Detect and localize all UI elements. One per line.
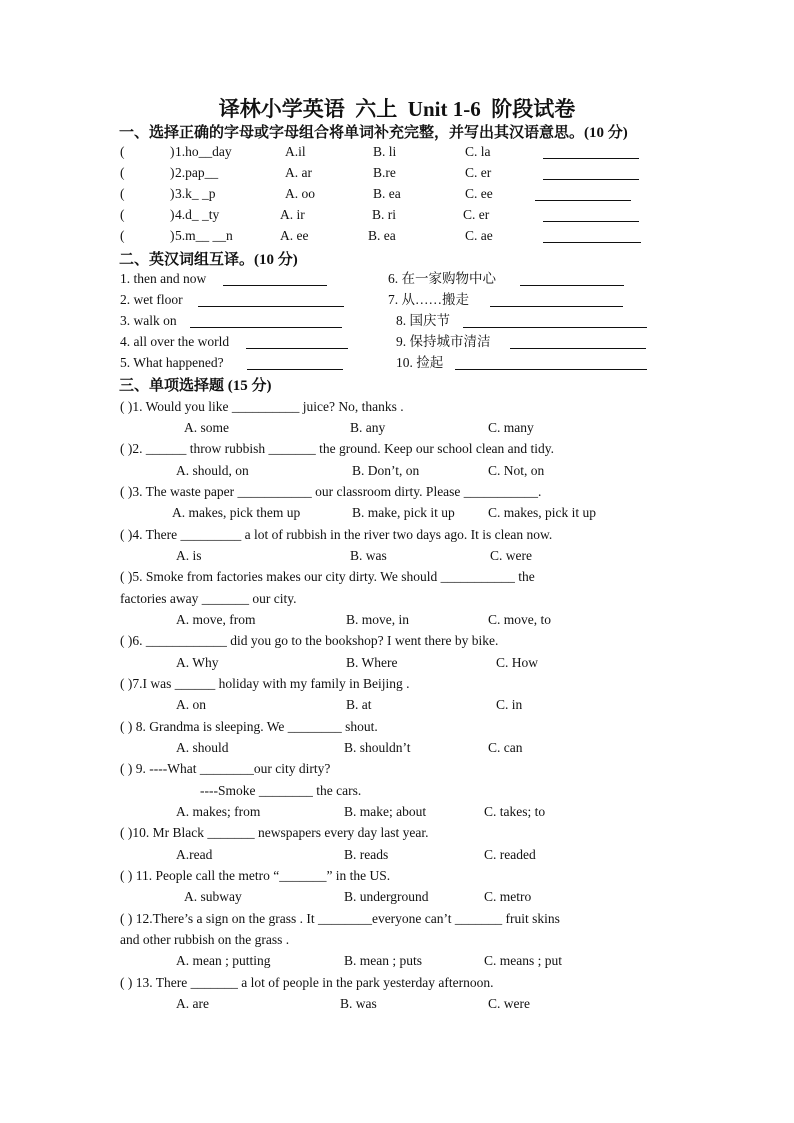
q3-option-c[interactable]: C. makes, pick it up bbox=[488, 505, 596, 520]
option-c: C. la bbox=[465, 144, 491, 159]
phrase: 4. all over the world bbox=[120, 334, 230, 349]
q5-option-a[interactable]: A. move, from bbox=[176, 612, 256, 627]
phrase: 9. 保持城市清洁 bbox=[396, 334, 491, 349]
q9-option-b[interactable]: B. make; about bbox=[344, 804, 427, 819]
q10-option-b[interactable]: B. reads bbox=[344, 847, 389, 862]
q13-option-b[interactable]: B. was bbox=[340, 996, 377, 1011]
q1-option-c[interactable]: C. many bbox=[488, 420, 534, 435]
option-b: B. ea bbox=[373, 186, 401, 201]
q5-option-c[interactable]: C. move, to bbox=[488, 612, 551, 627]
q13-option-c[interactable]: C. were bbox=[488, 996, 530, 1011]
q3-option-a[interactable]: A. makes, pick them up bbox=[172, 505, 301, 520]
option-a: A. ee bbox=[280, 228, 309, 243]
word: 2.pap__ bbox=[175, 165, 219, 180]
q4-option-a[interactable]: A. is bbox=[176, 548, 202, 563]
q11-option-b[interactable]: B. underground bbox=[344, 889, 429, 904]
answer-blank[interactable] bbox=[510, 334, 646, 349]
answer-blank[interactable] bbox=[455, 355, 647, 370]
answer-blank[interactable] bbox=[543, 144, 639, 159]
question-2: ( )2. ______ throw rubbish _______ the ground. Keep our school clean and tidy. bbox=[120, 441, 555, 456]
q12-option-a[interactable]: A. mean ; putting bbox=[176, 953, 271, 968]
paren-close: ) bbox=[170, 228, 175, 243]
answer-blank[interactable] bbox=[490, 292, 623, 307]
option-a: A. oo bbox=[285, 186, 315, 201]
phrase: 7. 从……搬走 bbox=[388, 292, 469, 307]
phrase: 1. then and now bbox=[120, 271, 207, 286]
paren-open: ( bbox=[120, 144, 125, 159]
q5-option-b[interactable]: B. move, in bbox=[346, 612, 409, 627]
q7-option-b[interactable]: B. at bbox=[346, 697, 372, 712]
word: 3.k_ _p bbox=[175, 186, 216, 201]
answer-blank[interactable] bbox=[247, 355, 343, 370]
answer-blank[interactable] bbox=[535, 186, 631, 201]
q8-option-c[interactable]: C. can bbox=[488, 740, 523, 755]
answer-blank[interactable] bbox=[463, 313, 647, 328]
option-c: C. er bbox=[465, 165, 492, 180]
q2-option-b[interactable]: B. Don’t, on bbox=[352, 463, 420, 478]
question-4: ( )4. There _________ a lot of rubbish in the river two days ago. It is clean now. bbox=[120, 527, 553, 542]
section-2-heading: 二、英汉词组互译。(10 分) bbox=[119, 252, 298, 268]
question-7: ( )7.I was ______ holiday with my family in Beijing . bbox=[120, 676, 410, 691]
paren-close: ) bbox=[170, 144, 175, 159]
question-10: ( )10. Mr Black _______ newspapers every day last year. bbox=[120, 825, 429, 840]
q9-option-a[interactable]: A. makes; from bbox=[176, 804, 261, 819]
option-c: C. er bbox=[463, 207, 490, 222]
answer-blank[interactable] bbox=[190, 313, 342, 328]
paren-open: ( bbox=[120, 228, 125, 243]
option-a: A.il bbox=[285, 144, 306, 159]
word: 1.ho__day bbox=[175, 144, 232, 159]
q1-option-a[interactable]: A. some bbox=[184, 420, 229, 435]
q10-option-c[interactable]: C. readed bbox=[484, 847, 536, 862]
question-13: ( ) 13. There _______ a lot of people in the park yesterday afternoon. bbox=[120, 975, 494, 990]
q6-option-b[interactable]: B. Where bbox=[346, 655, 398, 670]
question-5-line-2: factories away _______ our city. bbox=[120, 591, 297, 606]
answer-blank[interactable] bbox=[223, 271, 327, 286]
q3-option-b[interactable]: B. make, pick it up bbox=[352, 505, 455, 520]
answer-blank[interactable] bbox=[198, 292, 344, 307]
q2-option-a[interactable]: A. should, on bbox=[176, 463, 249, 478]
q4-option-c[interactable]: C. were bbox=[490, 548, 532, 563]
q13-option-a[interactable]: A. are bbox=[176, 996, 209, 1011]
question-8: ( ) 8. Grandma is sleeping. We ________ shout. bbox=[120, 719, 378, 734]
q10-option-a[interactable]: A.read bbox=[176, 847, 213, 862]
q7-option-a[interactable]: A. on bbox=[176, 697, 206, 712]
q11-option-c[interactable]: C. metro bbox=[484, 889, 532, 904]
q12-option-c[interactable]: C. means ; put bbox=[484, 953, 562, 968]
question-9: ( ) 9. ----What ________our city dirty? bbox=[120, 761, 331, 776]
paren-open: ( bbox=[120, 207, 125, 222]
question-11: ( ) 11. People call the metro “_______” in the US. bbox=[120, 868, 391, 883]
option-b: B. ri bbox=[372, 207, 397, 222]
phrase: 8. 国庆节 bbox=[396, 313, 450, 328]
answer-blank[interactable] bbox=[246, 334, 348, 349]
q7-option-c[interactable]: C. in bbox=[496, 697, 523, 712]
question-5: ( )5. Smoke from factories makes our city dirty. We should ___________ the bbox=[120, 569, 535, 584]
paren-close: ) bbox=[170, 165, 175, 180]
answer-blank[interactable] bbox=[520, 271, 624, 286]
question-12-line-2: and other rubbish on the grass . bbox=[120, 932, 290, 947]
option-c: C. ee bbox=[465, 186, 493, 201]
q11-option-a[interactable]: A. subway bbox=[184, 889, 242, 904]
answer-blank[interactable] bbox=[543, 228, 641, 243]
option-a: A. ar bbox=[285, 165, 312, 180]
paren-open: ( bbox=[120, 186, 125, 201]
question-6: ( )6. ____________ did you go to the bookshop? I went there by bike. bbox=[120, 633, 499, 648]
phrase: 10. 捡起 bbox=[396, 355, 444, 370]
section-3-heading: 三、单项选择题 (15 分) bbox=[119, 378, 272, 394]
word: 4.d_ _ty bbox=[175, 207, 220, 222]
q1-option-b[interactable]: B. any bbox=[350, 420, 386, 435]
paren-close: ) bbox=[170, 186, 175, 201]
q4-option-b[interactable]: B. was bbox=[350, 548, 387, 563]
question-9-line-2: ----Smoke ________ the cars. bbox=[200, 783, 362, 798]
question-1: ( )1. Would you like __________ juice? No, thanks . bbox=[120, 399, 404, 414]
phrase: 5. What happened? bbox=[120, 355, 224, 370]
question-12: ( ) 12.There’s a sign on the grass . It ________everyone can’t _______ fruit skins bbox=[120, 911, 560, 926]
paren-open: ( bbox=[120, 165, 125, 180]
option-b: B. li bbox=[373, 144, 397, 159]
q6-option-c[interactable]: C. How bbox=[496, 655, 539, 670]
option-a: A. ir bbox=[280, 207, 305, 222]
q2-option-c[interactable]: C. Not, on bbox=[488, 463, 545, 478]
paren-close: ) bbox=[170, 207, 175, 222]
phrase: 3. walk on bbox=[120, 313, 177, 328]
option-b: B.re bbox=[373, 165, 396, 180]
option-b: B. ea bbox=[368, 228, 396, 243]
answer-blank[interactable] bbox=[543, 207, 639, 222]
option-c: C. ae bbox=[465, 228, 493, 243]
phrase: 6. 在一家购物中心 bbox=[388, 271, 496, 286]
answer-blank[interactable] bbox=[543, 165, 639, 180]
page-title: 译林小学英语 六上 Unit 1-6 阶段试卷 bbox=[218, 97, 576, 121]
q6-option-a[interactable]: A. Why bbox=[176, 655, 219, 670]
phrase: 2. wet floor bbox=[120, 292, 183, 307]
section-1-heading: 一、选择正确的字母或字母组合将单词补充完整，并写出其汉语意思。(10 分) bbox=[119, 125, 628, 141]
q8-option-b[interactable]: B. shouldn’t bbox=[344, 740, 411, 755]
question-3: ( )3. The waste paper ___________ our classroom dirty. Please ___________. bbox=[120, 484, 542, 499]
word: 5.m__ __n bbox=[175, 228, 233, 243]
q12-option-b[interactable]: B. mean ; puts bbox=[344, 953, 422, 968]
q9-option-c[interactable]: C. takes; to bbox=[484, 804, 546, 819]
q8-option-a[interactable]: A. should bbox=[176, 740, 229, 755]
